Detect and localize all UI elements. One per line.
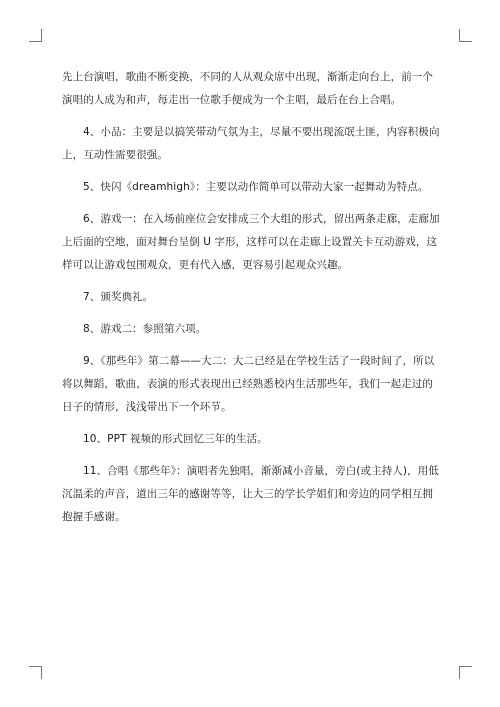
paragraph-item-8: 8、游戏二：参照第六项。 (83, 323, 207, 335)
crop-mark-top-right (459, 29, 472, 42)
document-body (62, 66, 442, 538)
crop-mark-top-left (29, 29, 42, 42)
crop-mark-bottom-right (459, 666, 472, 679)
paragraph-item-10: 10、PPT 视频的形式回忆三年的生活。 (83, 433, 268, 445)
paragraph-item-4: 4、小品：主要是以搞笑带动气氛为主，尽量不要出现流氓土匪，内容积极向上，互动性需要很强。 (62, 126, 440, 161)
crop-mark-bottom-left (29, 666, 42, 679)
paragraph-item-7: 7、颁奖典礼。 (83, 291, 154, 303)
paragraph-item-11: 11、合唱《那些年》：演唱者先独唱，渐渐减小音量，旁白(或主持人)，用低沉温柔的声音，道出三年的感谢等等，让大三的学长学姐们和旁边的同学相互拥抱握手感谢。 (62, 465, 439, 523)
paragraph-item-9: 9、《那些年》第二幕——大二：大二已经是在学校生活了一段时间了，所以将以舞蹈，歌曲，表演的形式表现出已经熟悉校内生活那些年，我们一起走过的日子的情形，浅浅带出下一个环节。 (62, 355, 435, 413)
paragraph-item-6: 6、游戏一：在入场前座位会安排成三个大组的形式，留出两条走廊，走廊加上后面的空地，面对舞台呈倒 U 字形，这样可以在走廊上设置关卡互动游戏，这样可以让游戏包围观众，更有代入感，更容易引起观众兴趣。 (62, 213, 440, 271)
paragraph-item-5: 5、快闪《dreamhigh》：主要以动作简单可以带动大家一起舞动为特点。 (83, 181, 429, 193)
paragraph-continuation: 先上台演唱，歌曲不断变换，不同的人从观众席中出现，渐渐走向台上，前一个演唱的人成为和声，每走出一位歌手便成为一个主唱，最后在台上合唱。 (62, 71, 433, 106)
